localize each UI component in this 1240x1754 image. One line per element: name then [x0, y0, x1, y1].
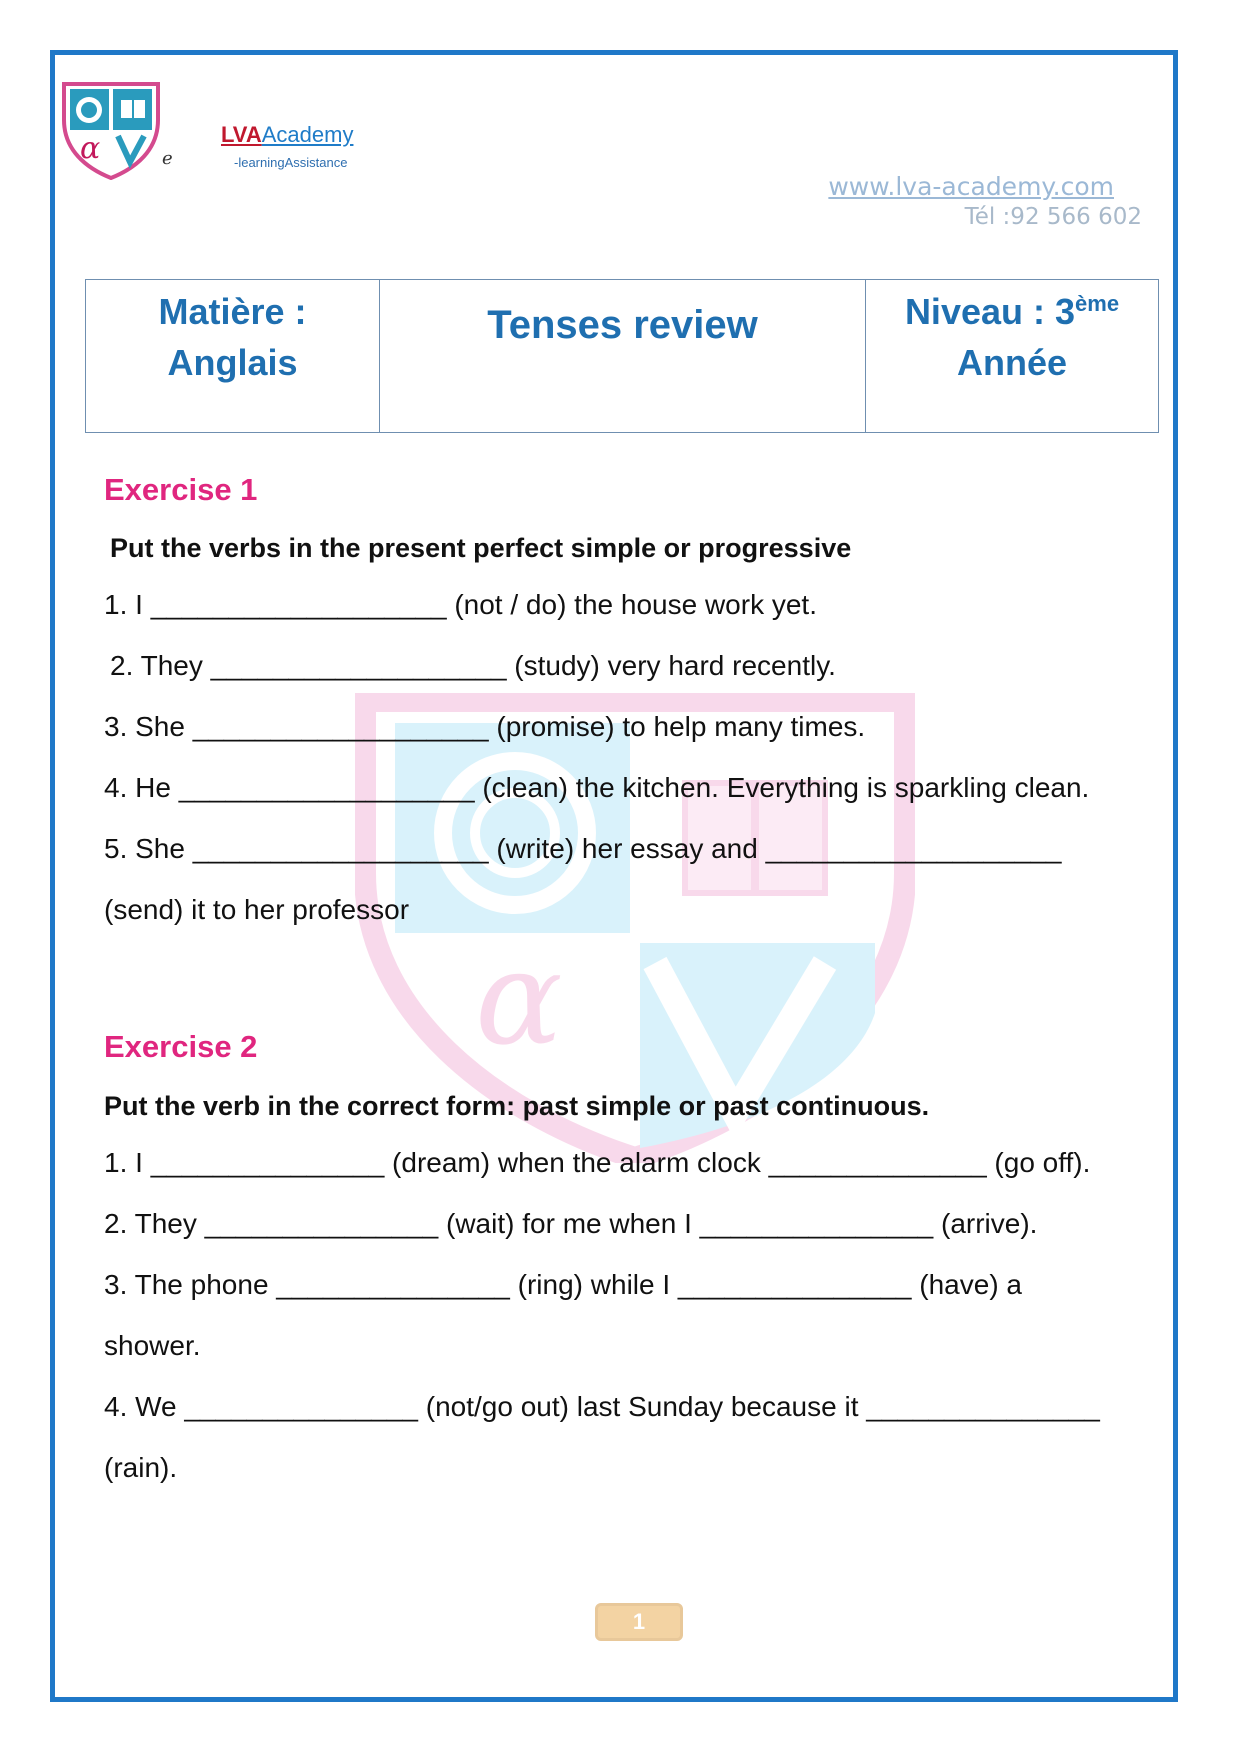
title-cell: [380, 280, 866, 432]
exercise-2-line-3-cont: shower.: [104, 1330, 201, 1361]
exercise-1-line-4: 4. He ___________________ (clean) the kitchen. Everything is sparkling clean.: [104, 772, 1090, 803]
exercise-1-instruction: Put the verbs in the present perfect simple or progressive: [110, 533, 852, 563]
exercise-2-line-2: 2. They _______________ (wait) for me when I _______________ (arrive).: [104, 1208, 1038, 1239]
exercise-1-line-5: 5. She ___________________ (write) her essay and ___________________: [104, 833, 1062, 864]
exercise-2-line-1: 1. I _______________ (dream) when the alarm clock ______________ (go off).: [104, 1147, 1091, 1178]
exercise-2-title: Exercise 2: [104, 1029, 258, 1064]
phone-number: Tél :92 566 602: [964, 204, 1142, 230]
brand-tagline: -learningAssistance: [234, 155, 348, 170]
level-label: [866, 286, 1158, 337]
academy-logo: [58, 80, 164, 180]
level-cell: [866, 280, 1158, 432]
exercise-1-title: Exercise 1: [104, 472, 258, 507]
exercise-1-line-3: 3. She ___________________ (promise) to help many times.: [104, 711, 866, 742]
website-link[interactable]: www.lva-academy.com: [828, 172, 1114, 201]
worksheet-title: Tenses review: [487, 303, 758, 347]
brand-lva: LVA: [221, 122, 262, 147]
exercise-2-line-4-cont: (rain).: [104, 1452, 178, 1483]
level-superscript: ème: [1075, 291, 1120, 316]
logo-e-mark: e: [162, 148, 173, 169]
info-table: [85, 279, 1159, 433]
exercise-1-line-5-cont: (send) it to her professor: [104, 894, 410, 925]
svg-text:α: α: [80, 131, 101, 166]
exercise-2-line-3: 3. The phone _______________ (ring) while I _______________ (have) a: [104, 1269, 1022, 1300]
exercise-2-line-4: 4. We _______________ (not/go out) last Sunday because it _______________: [104, 1391, 1100, 1422]
exercise-1-line-1: 1. I ___________________ (not / do) the house work yet.: [104, 589, 817, 620]
page-number-badge: [595, 1603, 683, 1641]
brand-academy: Academy: [261, 122, 354, 147]
subject-cell: [86, 280, 380, 432]
page-number: 1: [632, 1609, 646, 1634]
subject-value: Anglais: [167, 342, 298, 383]
level-value: Année: [956, 342, 1068, 383]
subject-label: Matière :: [158, 291, 307, 332]
exercise-2-instruction: Put the verb in the correct form: past simple or past continuous.: [104, 1091, 930, 1121]
svg-text:α: α: [475, 922, 563, 1074]
brand-name: [221, 122, 353, 148]
exercise-1-line-2: 2. They ___________________ (study) very hard recently.: [110, 650, 836, 681]
level-label-text: Niveau : 3: [904, 291, 1076, 332]
